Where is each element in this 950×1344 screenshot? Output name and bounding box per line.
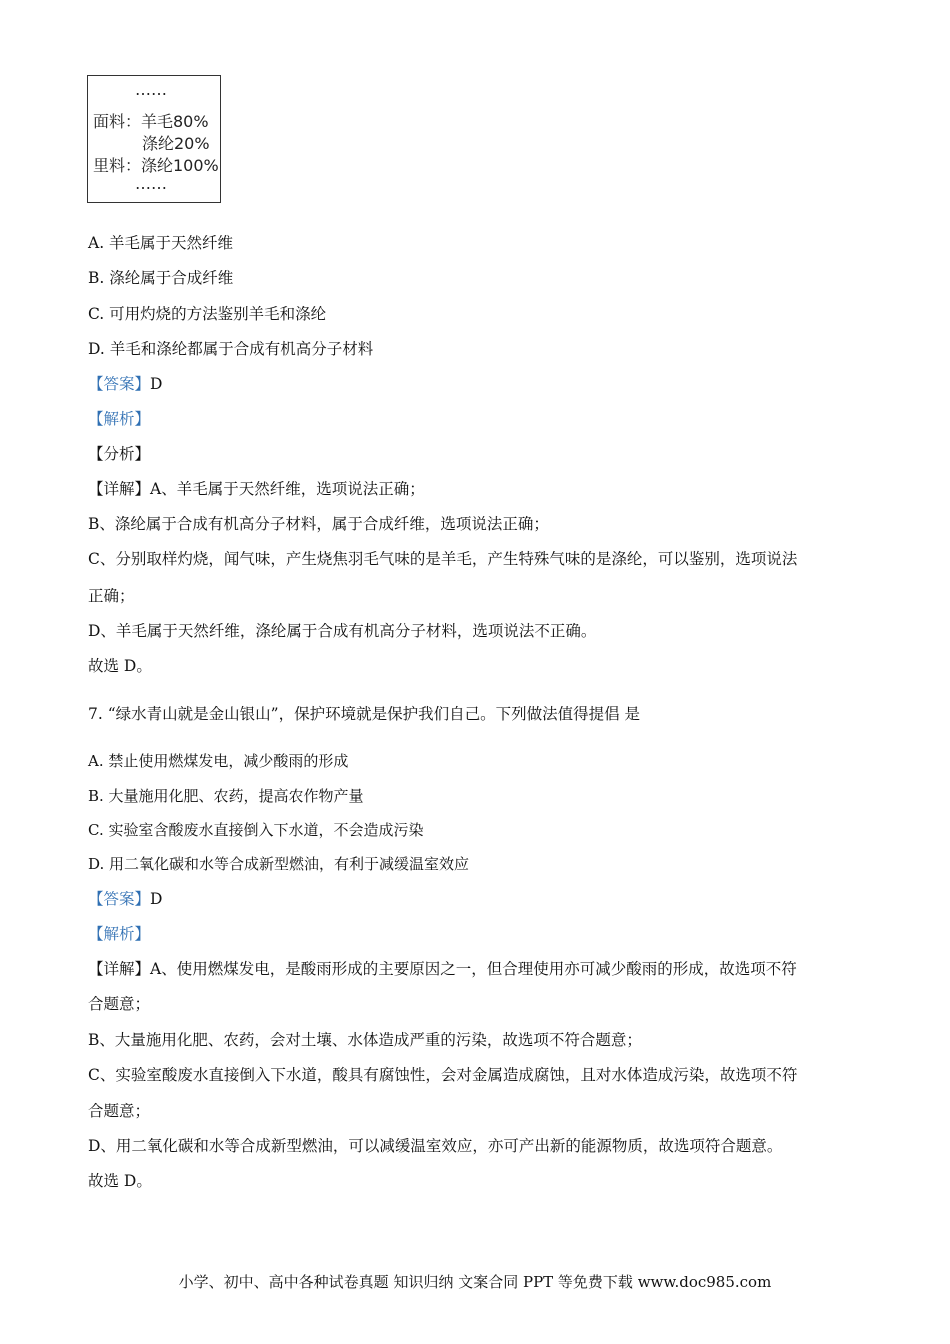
detail-tag: 【详解】 <box>88 480 151 498</box>
q7-detail-c-cont: 合题意； <box>88 1102 151 1120</box>
label-dots-top: …… <box>135 80 167 99</box>
q7-option-d: D. 用二氧化碳和水等合成新型燃油，有利于减缓温室效应 <box>88 855 470 873</box>
q7-detail-a-cont: 合题意； <box>88 995 151 1013</box>
q7-answer <box>88 892 162 908</box>
label-polyester-row: 涤纶20% <box>142 134 210 153</box>
label-fabric-row: 面料：羊毛80% <box>93 112 209 131</box>
q6-detail-c-cont: 正确； <box>88 587 135 605</box>
q6-option-b: B. 涤纶属于合成纤维 <box>88 269 234 287</box>
answer-tag: 【答案】 <box>88 375 151 393</box>
q6-detail-c: C、分别取样灼烧，闻气味，产生烧焦羽毛气味的是羊毛，产生特殊气味的是涤纶，可以鉴别，选项说法 <box>88 550 798 568</box>
answer-value: D <box>150 890 163 908</box>
q7-option-a: A. 禁止使用燃煤发电，减少酸雨的形成 <box>88 752 349 770</box>
q7-detail-line <box>88 962 797 978</box>
q7-detail-c: C、实验室酸废水直接倒入下水道，酸具有腐蚀性，会对金属造成腐蚀，且对水体造成污染，故选项不符 <box>88 1066 798 1084</box>
answer-tag: 【答案】 <box>88 890 151 908</box>
q6-answer <box>88 377 162 393</box>
q6-detail-b: B、涤纶属于合成有机高分子材料，属于合成纤维，选项说法正确； <box>88 515 549 533</box>
q7-detail-b: B、大量施用化肥、农药，会对土壤、水体造成严重的污染，故选项不符合题意； <box>88 1031 642 1049</box>
q7-option-c: C. 实验室含酸废水直接倒入下水道，不会造成污染 <box>88 821 424 839</box>
q6-conclusion: 故选 D。 <box>88 657 152 675</box>
q6-fenxi-tag: 【分析】 <box>88 445 151 463</box>
q7-detail-d: D、用二氧化碳和水等合成新型燃油，可以减缓温室效应，亦可产出新的能源物质，故选项符合题意。 <box>88 1137 783 1155</box>
page-footer: 小学、初中、高中各种试卷真题 知识归纳 文案合同 PPT 等免费下载 www.doc985.com <box>178 1273 772 1291</box>
label-lining-row: 里料：涤纶100% <box>93 156 219 175</box>
q6-detail-d: D、羊毛属于天然纤维，涤纶属于合成有机高分子材料，选项说法不正确。 <box>88 622 597 640</box>
detail-text: A、使用燃煤发电，是酸雨形成的主要原因之一，但合理使用亦可减少酸雨的形成，故选项不符 <box>150 960 797 978</box>
q6-option-c: C. 可用灼烧的方法鉴别羊毛和涤纶 <box>88 305 327 323</box>
q7-option-b: B. 大量施用化肥、农药，提高农作物产量 <box>88 787 364 805</box>
q6-option-a: A. 羊毛属于天然纤维 <box>88 234 234 252</box>
label-dots-bottom: …… <box>135 174 167 193</box>
q7-stem: 7. “绿水青山就是金山银山”，保护环境就是保护我们自己。下列做法值得提倡 是 <box>88 705 640 723</box>
clothing-label-image <box>87 75 221 203</box>
q6-option-d: D. 羊毛和涤纶都属于合成有机高分子材料 <box>88 340 374 358</box>
q7-analysis-tag: 【解析】 <box>88 925 151 943</box>
detail-text: A、羊毛属于天然纤维，选项说法正确； <box>150 480 425 498</box>
answer-value: D <box>150 375 163 393</box>
q6-analysis-tag: 【解析】 <box>88 410 151 428</box>
detail-tag: 【详解】 <box>88 960 151 978</box>
q6-detail-line <box>88 482 425 498</box>
q7-conclusion: 故选 D。 <box>88 1172 152 1190</box>
